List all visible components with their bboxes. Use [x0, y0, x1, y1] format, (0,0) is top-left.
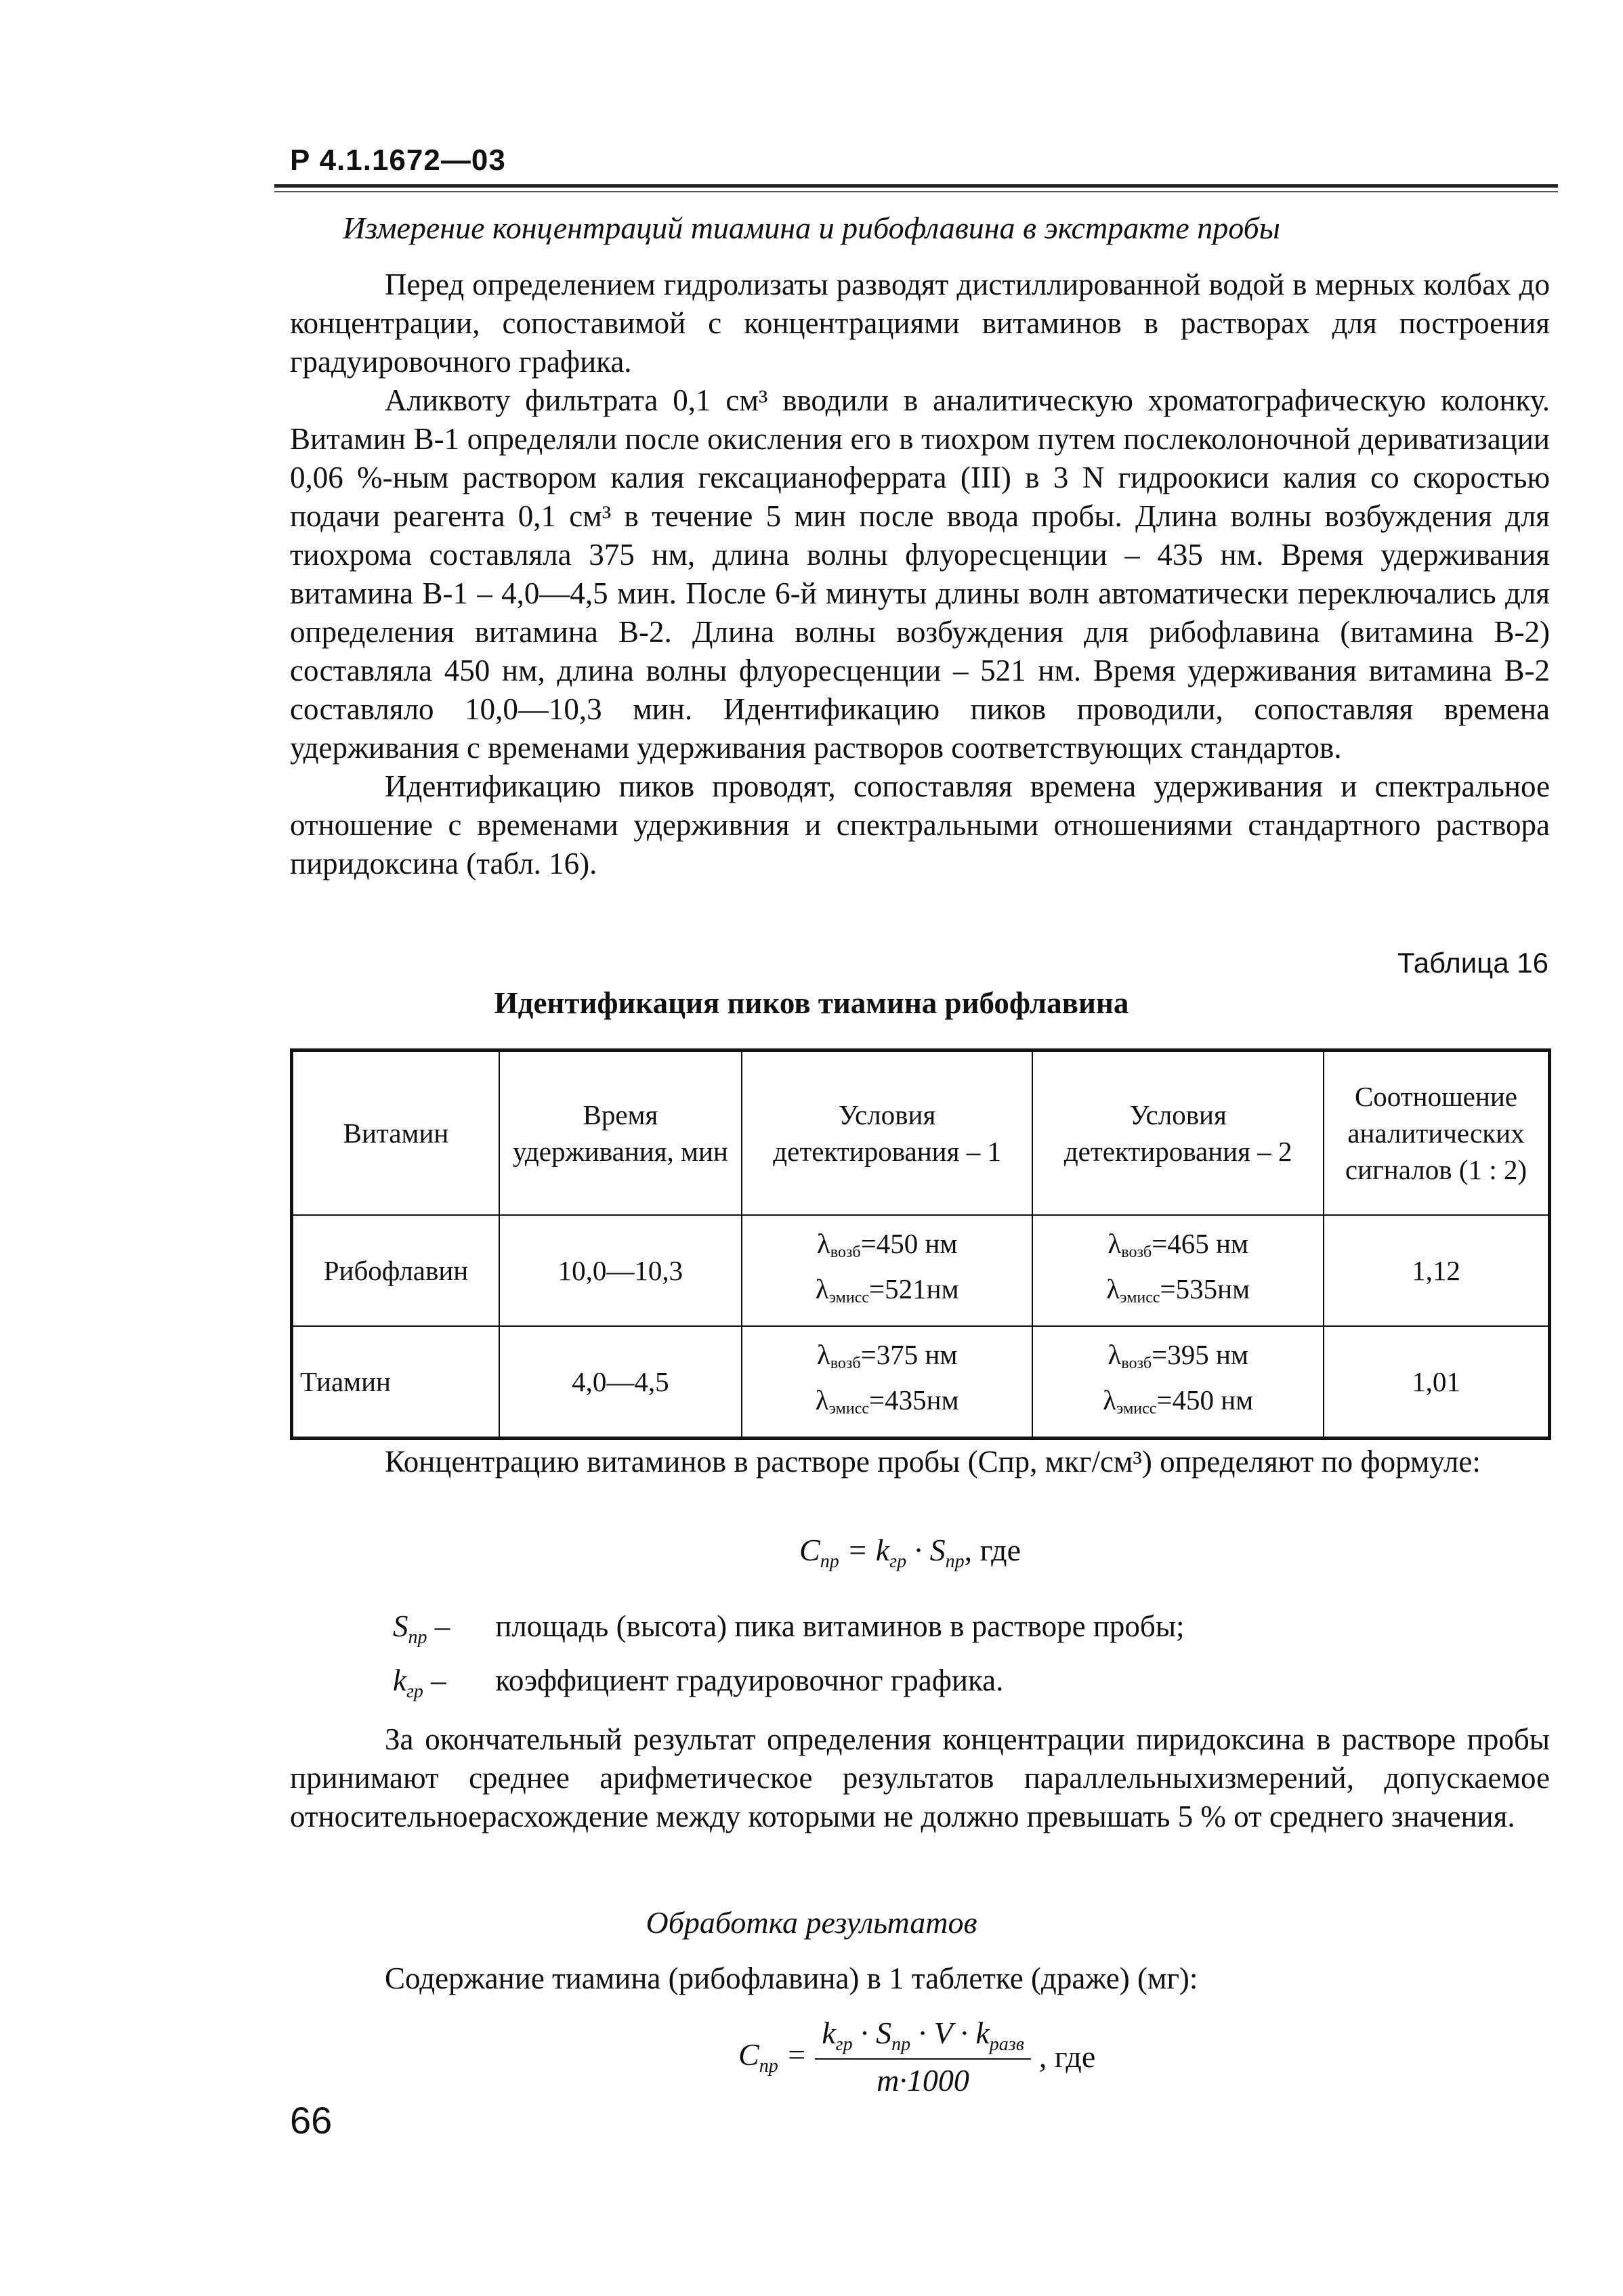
concentration-intro: Концентрацию витаминов в растворе пробы (Cпр, мкг/см³) определяют по формуле: — [385, 1445, 1481, 1479]
table-row — [292, 1326, 1550, 1439]
content-intro: Содержание тиамина (рибофлавина) в 1 таблетке (драже) (мг): — [385, 1961, 1198, 1995]
formula-content: $C_{пр}$ = $k_{гр} \cdot S_{пр} \cdot V \cdot k_{разв}$ m·1000 , где — [738, 2016, 1096, 2098]
detection-1-cell: $\lambda_{возб}=375$ нм $\lambda_{эмисс}=435нм$ — [742, 1326, 1033, 1439]
paragraph: Идентификацию пиков проводят, сопоставляя времена удерживания и спектральное отношение с временами удерживния и спектральными отношениями стандартного раствора пиридоксина (табл. 16). — [290, 769, 1550, 880]
table-header-row — [292, 1050, 1550, 1216]
body-text — [290, 265, 1550, 883]
detection-1-cell: $\lambda_{возб}=450$ нм $\lambda_{эмисс}=521нм$ — [742, 1215, 1033, 1326]
header-rule-thin — [274, 191, 1558, 192]
page-number: 66 — [290, 2099, 333, 2142]
definition-item: $S_{пр}$ – площадь (высота) пика витаминов в растворе пробы; — [393, 1609, 1185, 1648]
time-cell: 10,0—10,3 — [499, 1215, 742, 1326]
identification-table — [290, 1048, 1551, 1440]
table-label: Таблица 16 — [1397, 947, 1548, 979]
vitamin-cell: Рибофлавин — [292, 1215, 499, 1326]
paragraph: Перед определением гидролизаты разводят дистиллированной водой в мерных колбах до концентрации, сопоставимой с концентрациями витаминов в растворах для построения градуировочного графика. — [290, 268, 1550, 379]
vitamin-cell: Тиамин — [292, 1326, 499, 1439]
column-header: Условия детектирования – 2 — [1032, 1050, 1324, 1216]
paragraph: Аликвоту фильтрата 0,1 см³ вводили в аналитическую хроматографическую колонку. Витамин В-1 определяли после окисления его в тиохром путем послеколоночной дериватизации 0,06 %-ным раствором калия гексацианоферрата (III) в 3 N гидроокиси калия со скоростью подачи реагента 0,1 см³ в течение 5 мин после ввода пробы. Длина волны возбуждения для тиохрома составляла 375 нм, длина волны флуоресценции – 435 нм. Время удерживания витамина В-1 – 4,0—4,5 мин. После 6-й минуты длины волн автоматически переключались для определения витамина В-2. Длина волны возбуждения для рибофлавина (витамина В-2) составляла 450 нм, длина волны флуоресценции – 521 нм. Время удерживания витамина В-2 составляло 10,0—10,3 мин. Идентификацию пиков проводили, сопоставляя времена удерживания с временами удерживания растворов соответствующих стандартов. — [290, 383, 1550, 765]
ratio-cell: 1,01 — [1324, 1326, 1550, 1439]
time-cell: 4,0—4,5 — [499, 1326, 742, 1439]
column-header: Витамин — [292, 1050, 499, 1216]
table-title: Идентификация пиков тиамина рибофлавина — [494, 986, 1129, 1020]
table-row — [292, 1215, 1550, 1326]
document-code: Р 4.1.1672—03 — [290, 144, 506, 177]
definition-item: $k_{гр}$ – коэффициент градуировочног графика. — [393, 1663, 1004, 1702]
header-rule — [274, 184, 1558, 188]
detection-2-cell: $\lambda_{возб}=395$ нм $\lambda_{эмисс}=450$ нм — [1032, 1326, 1324, 1439]
formula-concentration: $C_{пр} = k_{гр} \cdot S_{пр}$, где — [799, 1533, 1021, 1573]
final-result-paragraph: За окончательный результат определения концентрации пиридоксина в растворе пробы принимают среднее арифметическое результатов параллельныхизмерений, допускаемое относительноерасхождение между которыми не должно превышать 5 % от среднего значения. — [290, 1722, 1550, 1833]
detection-2-cell: $\lambda_{возб}=465$ нм $\lambda_{эмисс}=535нм$ — [1032, 1215, 1324, 1326]
section-title: Измерение концентраций тиамина и рибофлавина в экстракте пробы — [343, 211, 1280, 245]
column-header: Время удерживания, мин — [499, 1050, 742, 1216]
ratio-cell: 1,12 — [1324, 1215, 1550, 1326]
section-title: Обработка результатов — [646, 1905, 977, 1940]
column-header: Условия детектирования – 1 — [742, 1050, 1033, 1216]
column-header: Соотношение аналитических сигналов (1 : 2) — [1324, 1050, 1550, 1216]
